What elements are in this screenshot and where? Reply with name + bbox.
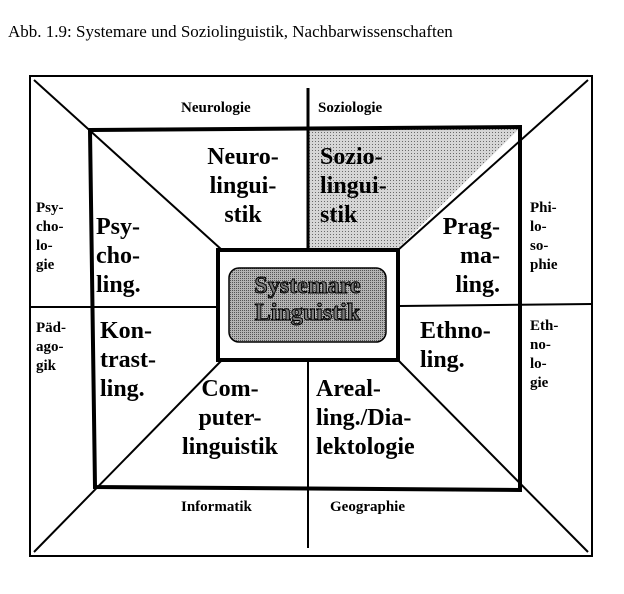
label-psychologie: Psy- cho- lo- gie: [36, 200, 64, 273]
label-pragmalinguistik: Prag- ma- ling.: [442, 214, 500, 298]
divider-right: [400, 304, 592, 306]
diagonal-bottom-right: [398, 360, 588, 552]
label-ethnolinguistik: Ethno- ling.: [420, 318, 491, 373]
label-computerlinguistik: Com- puter- linguistik: [181, 376, 279, 460]
figure-caption: Abb. 1.9: Systemare und Soziolinguistik, Nachbarwissenschaften: [8, 22, 453, 41]
label-paedagogik: Päd- ago- gik: [36, 320, 66, 374]
label-philosophie: Phi- lo- so- phie: [530, 200, 558, 273]
label-informatik: Informatik: [181, 499, 252, 515]
label-geographie: Geographie: [330, 499, 405, 515]
label-ethnologie: Eth- no- lo- gie: [530, 318, 559, 391]
label-areallinguistik: Areal- ling./Dia- lektologie: [316, 376, 415, 460]
label-psycholinguistik: Psy- cho- ling.: [96, 214, 141, 298]
label-neurologie: Neurologie: [181, 100, 251, 116]
label-soziologie: Soziologie: [318, 100, 383, 116]
label-soziolinguistik: Sozio- lingui- stik: [320, 144, 387, 228]
center-label: Systemare Linguistik: [254, 273, 361, 326]
label-kontrastlinguistik: Kon- trast- ling.: [100, 318, 156, 402]
label-neurolinguistik: Neuro- lingui- stik: [207, 144, 279, 228]
